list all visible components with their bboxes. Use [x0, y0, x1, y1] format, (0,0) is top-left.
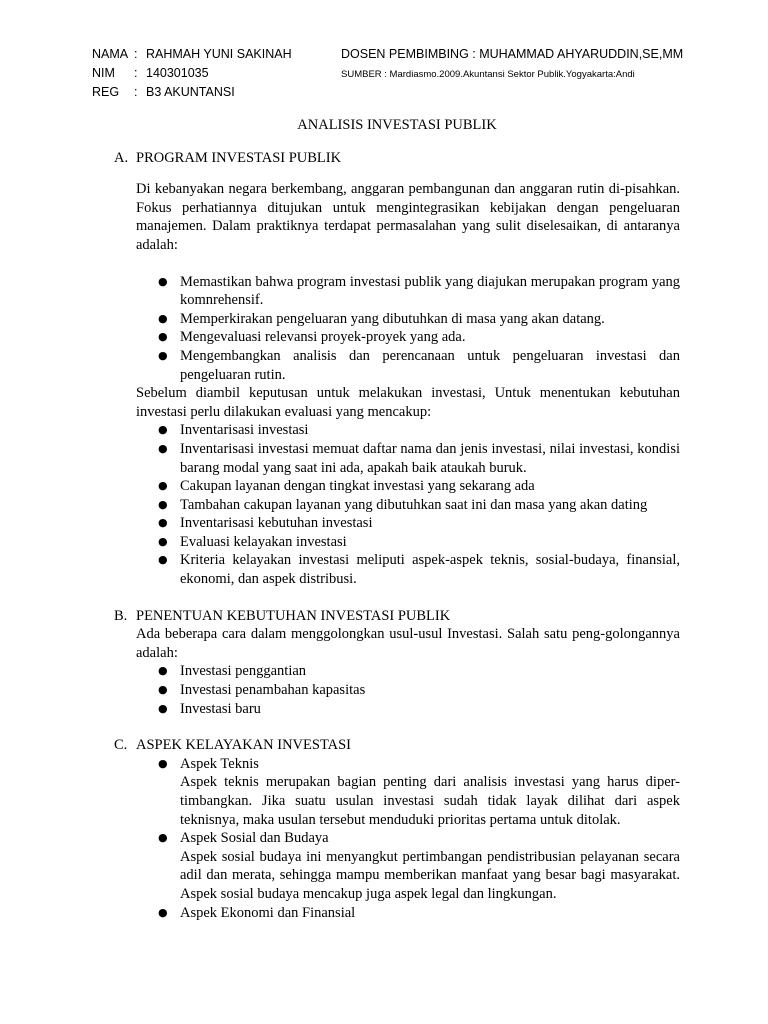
section-letter: B. [114, 607, 128, 624]
section-b-heading [114, 607, 680, 626]
bullet-icon: ● [158, 831, 168, 845]
bullet-icon: ● [158, 905, 168, 919]
info-label: REG [92, 85, 120, 99]
bullet-icon: ● [158, 274, 168, 288]
list-item: ● Memastikan bahwa program investasi publik yang diajukan merupakan program yang komnrehensif. [158, 273, 680, 309]
list-item: ● Kriteria kelayakan investasi meliputi aspek-aspek teknis, sosial-budaya, finansial, ekonomi, dan aspek distribusi. [158, 552, 680, 588]
paragraph: Sebelum diambil keputusan untuk melakukan investasi, Untuk menentukan kebutuhan investasi perlu dilakukan evaluasi yang mencakup: [136, 385, 680, 420]
list-item: ● Aspek Teknis [158, 755, 259, 772]
aspect-description: Aspek sosial budaya ini menyangkut pertimbangan pendistribusian pelayanan secara adil dan merata, sehingga mampu memberikan manfaat yang besar bagi masyarakat. Aspek sosial budaya mencakup juga aspek legal dan lingkungan. [180, 848, 680, 902]
paragraph: Di kebanyakan negara berkembang, anggaran pembangunan dan anggaran rutin di-pisahkan. Fokus perhatiannya ditujukan untuk mengintegrasikan kebijakan dengan pengeluaran manajemen. Dalam praktiknya terdapat permasalahan yang sulit diselesaikan, di antaranya adalah: [136, 181, 680, 253]
info-value: B3 AKUNTANSI [146, 85, 235, 99]
list-item: ● Inventarisasi investasi memuat daftar nama dan jenis investasi, nilai investasi, kondisi barang modal yang saat ini ada, apakah baik ataukah buruk. [158, 440, 680, 476]
info-row-nama [92, 45, 292, 64]
list-item: ● Aspek Sosial dan Budaya [158, 830, 329, 847]
info-row-nim [92, 64, 292, 83]
section-a-content [136, 180, 680, 588]
bullet-icon: ● [158, 534, 168, 548]
list-item: ● Inventarisasi investasi [158, 422, 309, 439]
list-item: ● Inventarisasi kebutuhan investasi [158, 515, 373, 532]
section-title: PENENTUAN KEBUTUHAN INVESTASI PUBLIK [136, 607, 451, 624]
info-label: NAMA [92, 47, 129, 61]
paragraph: Ada beberapa cara dalam menggolongkan usul-usul Investasi. Salah satu peng-golongannya adalah: [136, 626, 680, 661]
list-item: ● Investasi penggantian [158, 663, 307, 680]
bullet-icon: ● [158, 683, 168, 697]
info-label: NIM [92, 66, 115, 80]
bullet-icon: ● [158, 348, 168, 362]
list-item: ● Evaluasi kelayakan investasi [158, 533, 347, 550]
supervisor-info [341, 45, 683, 84]
section-b-content [136, 625, 680, 718]
document-title: ANALISIS INVESTASI PUBLIK [297, 117, 497, 133]
info-separator: : [134, 66, 138, 80]
info-row-reg [92, 83, 292, 102]
document-body [114, 116, 680, 922]
bullet-icon: ● [158, 664, 168, 678]
student-info [92, 45, 292, 102]
info-value: 140301035 [146, 66, 209, 80]
bullet-icon: ● [158, 701, 168, 715]
bullet-list [136, 421, 680, 588]
section-c-heading [114, 736, 680, 755]
source-line: SUMBER : Mardiasmo.2009.Akuntansi Sektor Publik.Yogyakarta:Andi [341, 69, 635, 80]
dosen-line: DOSEN PEMBIMBING : MUHAMMAD AHYARUDDIN,SE,MM [341, 47, 684, 61]
list-item: ● Cakupan layanan dengan tingkat investasi yang sekarang ada [158, 478, 535, 495]
list-item: ● Investasi penambahan kapasitas [158, 682, 366, 699]
aspect-description: Aspek teknis merupakan bagian penting dari analisis investasi yang harus diper-timbangkan. Jika suatu usulan investasi sudah tidak layak dilihat dari aspek teknisnya, maka usulan tersebut menduduki prioritas pertama untuk ditolak. [180, 774, 680, 828]
info-separator: : [134, 47, 138, 61]
section-title: ASPEK KELAYAKAN INVESTASI [136, 737, 352, 754]
bullet-list [136, 273, 680, 385]
bullet-icon: ● [158, 311, 168, 325]
info-separator: : [134, 85, 138, 99]
bullet-icon: ● [158, 330, 168, 344]
bullet-list [136, 662, 680, 718]
section-letter: A. [114, 149, 129, 166]
bullet-icon: ● [158, 423, 168, 437]
bullet-icon: ● [158, 553, 168, 567]
section-a-heading [114, 149, 680, 168]
list-item: ● Mengevaluasi relevansi proyek-proyek yang ada. [158, 329, 466, 346]
section-title: PROGRAM INVESTASI PUBLIK [136, 149, 342, 166]
list-item: ● Mengembangkan analisis dan perencanaan untuk pengeluaran investasi dan pengeluaran rutin. [158, 347, 680, 383]
list-item: ● Investasi baru [158, 700, 261, 717]
info-value: RAHMAH YUNI SAKINAH [146, 47, 292, 61]
bullet-list [136, 904, 680, 923]
bullet-icon: ● [158, 497, 168, 511]
bullet-icon: ● [158, 516, 168, 530]
bullet-list [136, 755, 680, 774]
bullet-icon: ● [158, 756, 168, 770]
section-c-content [136, 755, 680, 922]
list-item: ● Tambahan cakupan layanan yang dibutuhkan saat ini dan masa yang akan dating [158, 496, 648, 513]
bullet-icon: ● [158, 479, 168, 493]
bullet-list [136, 829, 680, 848]
bullet-icon: ● [158, 441, 168, 455]
list-item: ● Memperkirakan pengeluaran yang dibutuhkan di masa yang akan datang. [158, 310, 605, 327]
section-letter: C. [114, 737, 128, 754]
list-item: ● Aspek Ekonomi dan Finansial [158, 904, 356, 921]
